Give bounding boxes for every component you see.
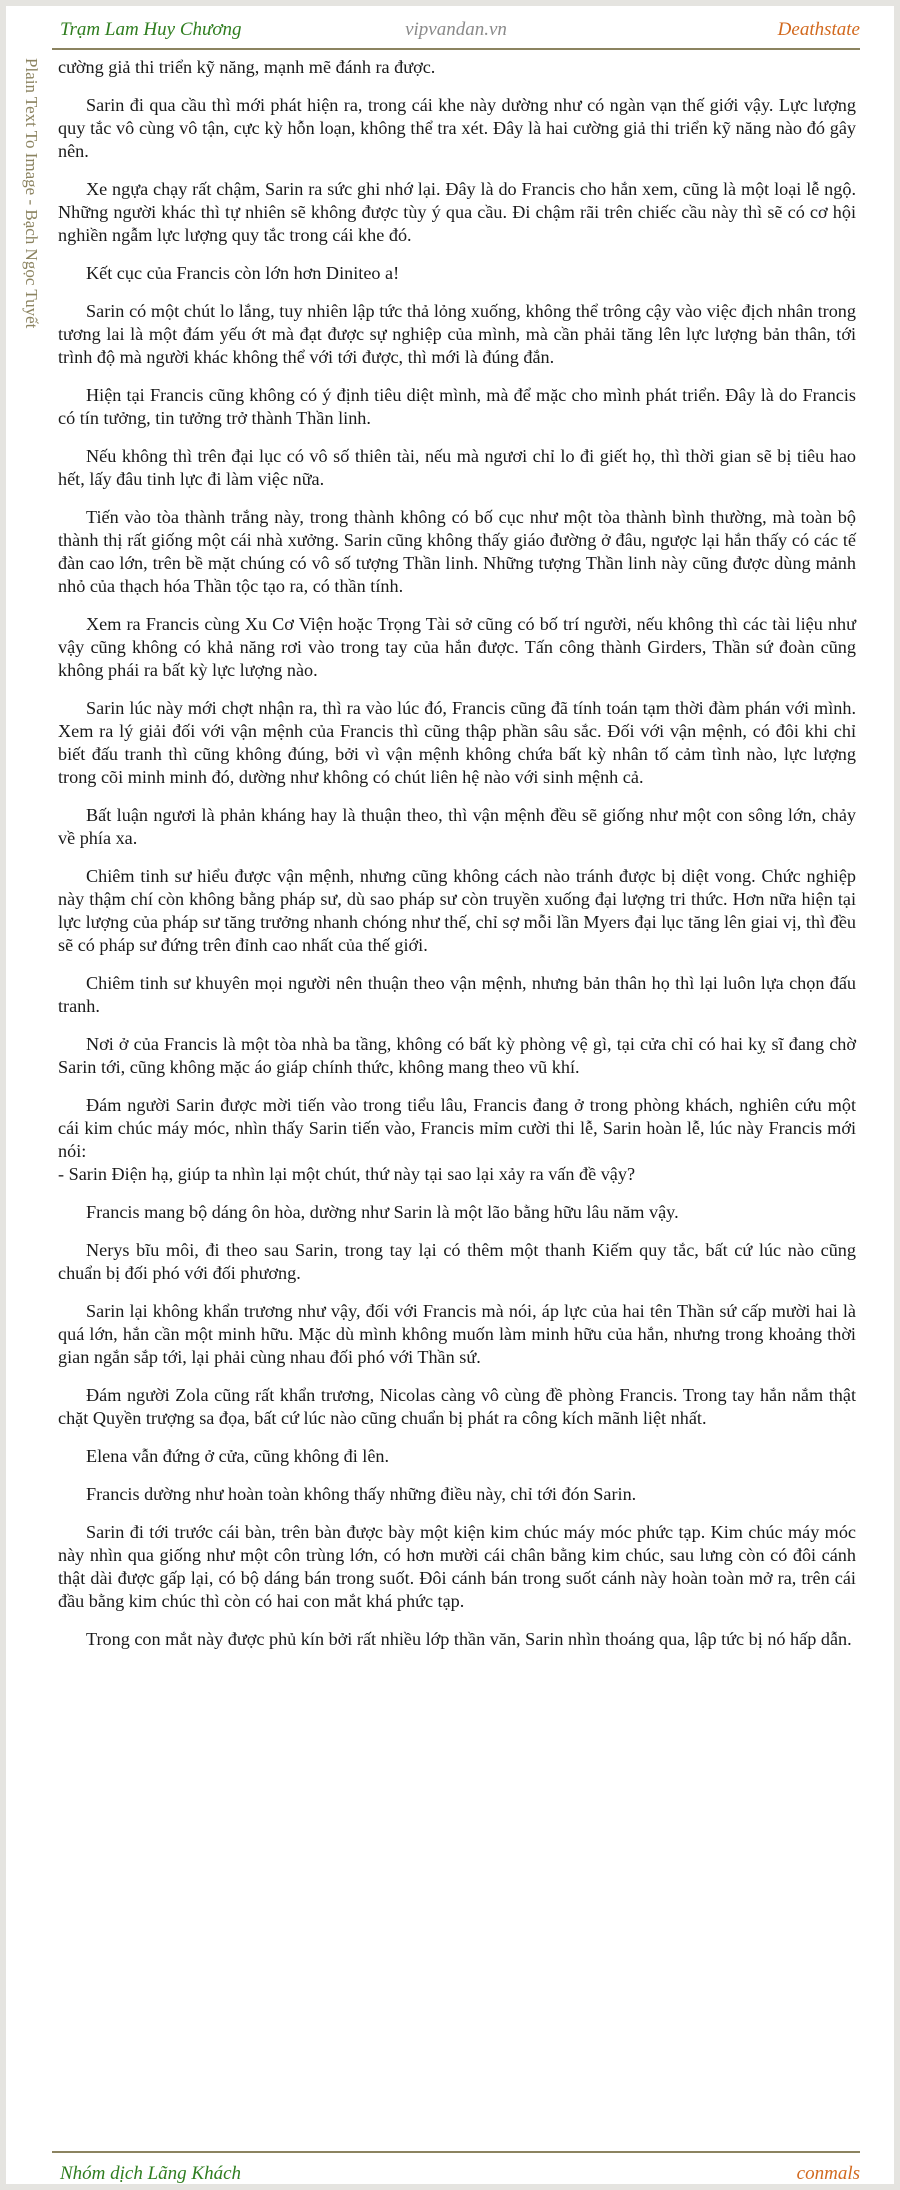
header-left-title: Trạm Lam Huy Chương — [60, 19, 242, 40]
paragraph: Chiêm tinh sư khuyên mọi người nên thuận theo vận mệnh, nhưng bản thân họ thì lại luôn lựa chọn đấu tranh. — [58, 973, 856, 1016]
paragraph: Francis mang bộ dáng ôn hòa, dường như Sarin là một lão bằng hữu lâu năm vậy. — [86, 1202, 679, 1222]
paragraph: Đám người Sarin được mời tiến vào trong tiểu lâu, Francis đang ở trong phòng khách, nghiên cứu một cái kim chúc máy móc, nhìn thấy Sarin tiến vào, Francis mỉm cười thi lễ, Sarin hoàn lễ, lúc này Francis mới nói: — [58, 1095, 856, 1161]
paragraph: Sarin lúc này mới chợt nhận ra, thì ra vào lúc đó, Francis cũng đã tính toán tạm thời đàm phán với mình. Xem ra lý giải đối với vận mệnh của Francis thì cũng thập phần sâu sắc. Đối với vận mệnh, có đôi khi chỉ biết đấu tranh thì cũng không đúng, bởi vì vận mệnh không chứa bất kỳ nhân tố cảm tình nào, lực lượng trong cõi minh minh đó, dường như không có chút liên hệ nào với sinh mệnh cả. — [58, 698, 856, 787]
header-site: vipvandan.vn — [405, 19, 507, 40]
paragraph: Xem ra Francis cùng Xu Cơ Viện hoặc Trọng Tài sở cũng có bố trí người, nếu không thì các tài liệu như vậy cũng không có khả năng rơi vào trong tay của hắn được. Tấn công thành Girders, Thần sứ đoàn cũng không phái ra bất kỳ lực lượng nào. — [58, 614, 856, 680]
paragraph: Xe ngựa chạy rất chậm, Sarin ra sức ghi nhớ lại. Đây là do Francis cho hắn xem, cũng là một loại lễ ngộ. Những người khác thì tự nhiên sẽ không được tùy ý qua cầu. Đi chậm rãi trên chiếc cầu này thì sẽ có cơ hội nghiền ngẫm lực lượng quy tắc trong cái khe đó. — [58, 179, 856, 245]
footer-translator-group: Nhóm dịch Lãng Khách — [60, 2163, 242, 2184]
paragraph: Elena vẫn đứng ở cửa, cũng không đi lên. — [86, 1446, 390, 1466]
page-footer — [52, 2151, 860, 2187]
paragraph: Đám người Zola cũng rất khẩn trương, Nicolas càng vô cùng đề phòng Francis. Trong tay hắn nắm thật chặt Quyền trượng sa đọa, bất cứ lúc nào cũng chuẩn bị phát ra công kích mãnh liệt nhất. — [58, 1385, 856, 1428]
paragraph: Kết cục của Francis còn lớn hơn Diniteo a! — [86, 263, 400, 283]
paragraph: Chiêm tinh sư hiểu được vận mệnh, nhưng cũng không cách nào tránh được bị diệt vong. Chức nghiệp này thậm chí còn không bằng pháp sư, dù sao pháp sư còn truyền xuống đại lượng tri thức. Hơn nữa hiện tại lực lượng của pháp sư tăng trưởng nhanh chóng như thế, chỉ sợ mỗi lần Myers đại lục tăng lên giai vị, thì đều sẽ có pháp sư đứng trên đỉnh cao nhất của thế giới. — [58, 866, 856, 955]
paragraph: Sarin đi tới trước cái bàn, trên bàn được bày một kiện kim chúc máy móc phức tạp. Kim chúc máy móc này nhìn qua giống như một côn trùng lớn, có hơn mười cái chân bằng kim chúc, sau lưng còn có đôi cánh thật dài được gấp lại, có bộ dáng bán trong suốt. Đôi cánh bán trong suốt cánh này hoàn toàn mở ra, trên cái đầu bằng kim chúc thì còn có hai con mắt khá phức tạp. — [58, 1522, 856, 1611]
paragraph: Tiến vào tòa thành trắng này, trong thành không có bố cục như một tòa thành bình thường, mà toàn bộ thành thị rất giống một cái nhà xưởng. Sarin cũng không thấy giáo đường ở đâu, ngược lại hắn thấy có các tế đàn cao lớn, trên bề mặt chúng có vô số tượng Thần linh. Những tượng Thần linh này cũng được dùng mảnh nhỏ của thạch hóa Thần tộc tạo ra, có thần tính. — [58, 507, 856, 596]
footer-editor: conmals — [796, 2163, 860, 2184]
dialogue-line: - Sarin Điện hạ, giúp ta nhìn lại một chút, thứ này tại sao lại xảy ra vấn đề vậy? — [58, 1164, 636, 1184]
paragraph: Sarin đi qua cầu thì mới phát hiện ra, trong cái khe này dường như có ngàn vạn thế giới vậy. Lực lượng quy tắc vô cùng vô tận, cực kỳ hỗn loạn, không thể tra xét. Đây là hai cường giả thi triển kỹ năng nào đó gây nên. — [58, 95, 856, 161]
page-header — [52, 14, 860, 50]
paragraph: Nếu không thì trên đại lục có vô số thiên tài, nếu mà ngươi chỉ lo đi giết họ, thì thời gian sẽ bị tiêu hao hết, lấy đâu tinh lực đi làm việc nữa. — [58, 446, 856, 489]
paragraph: Sarin lại không khẩn trương như vậy, đối với Francis mà nói, áp lực của hai tên Thần sứ cấp mười hai là quá lớn, hắn cần một minh hữu. Mặc dù mình không muốn làm minh hữu của hắn, nhưng trong khoảng thời gian ngắn sắp tới, lại phải cùng nhau đối phó với Thần sứ. — [58, 1301, 856, 1367]
paragraph: cường giả thi triển kỹ năng, mạnh mẽ đánh ra được. — [58, 57, 436, 77]
paragraph: Nơi ở của Francis là một tòa nhà ba tầng, không có bất kỳ phòng vệ gì, tại cửa chỉ có hai kỵ sĩ đang chờ Sarin tới, cũng không mặc áo giáp chính thức, không mang theo vũ khí. — [58, 1034, 856, 1077]
document-body — [58, 56, 856, 1666]
paragraph: Hiện tại Francis cũng không có ý định tiêu diệt mình, mà để mặc cho mình phát triển. Đây là do Francis có tín tưởng, tin tưởng trở thành Thần linh. — [58, 385, 856, 428]
paragraph: Sarin có một chút lo lắng, tuy nhiên lập tức thả lỏng xuống, không thể trông cậy vào việc địch nhân trong tương lai là một đám yếu ớt mà đạt được sự nghiệp của mình, mà cần phải tăng lên lực lượng bản thân, tới trình độ mà người khác không thể với tới được, thì mới là đúng đắn. — [58, 301, 856, 367]
paragraph: Trong con mắt này được phủ kín bởi rất nhiều lớp thần văn, Sarin nhìn thoáng qua, lập tức bị nó hấp dẫn. — [86, 1629, 852, 1649]
paragraph: Francis dường như hoàn toàn không thấy những điều này, chỉ tới đón Sarin. — [86, 1484, 637, 1504]
paragraph: Nerys bĩu môi, đi theo sau Sarin, trong tay lại có thêm một thanh Kiếm quy tắc, bất cứ lúc nào cũng chuẩn bị đối phó với đối phương. — [58, 1240, 856, 1283]
side-watermark-label: Plain Text To Image - Bạch Ngọc Tuyết — [22, 58, 41, 329]
paragraph: Bất luận ngươi là phản kháng hay là thuận theo, thì vận mệnh đều sẽ giống như một con sông lớn, chảy về phía xa. — [58, 805, 856, 848]
header-right-title: Deathstate — [777, 19, 860, 40]
